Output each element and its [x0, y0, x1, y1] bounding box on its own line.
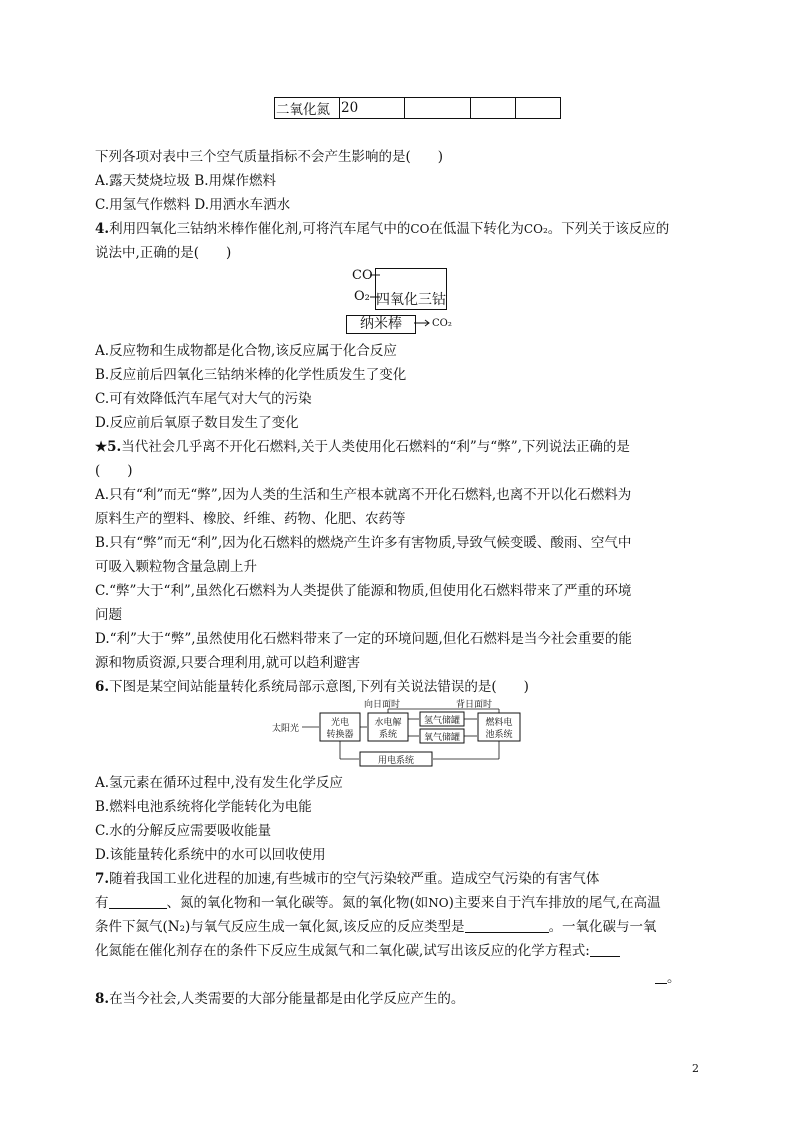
- question-text: 条件下氮气(N₂)与氧气反应生成一氧化氮,该反应的反应类型是: [95, 919, 465, 935]
- night-label: 背日面时: [456, 700, 493, 710]
- formula-co2: CO₂: [523, 222, 548, 236]
- energy-system-diagram: [272, 698, 532, 770]
- fuel-cell-label-2: 池系统: [485, 730, 513, 740]
- question-text: 有: [95, 895, 109, 911]
- question-7: [95, 870, 599, 888]
- answer-blank[interactable]: [655, 969, 667, 984]
- question-number: 6.: [95, 679, 110, 695]
- option-b: B.燃料电池系统将化学能转化为电能: [95, 799, 312, 815]
- option-a: A.反应物和生成物都是化合物,该反应属于化合反应: [95, 343, 397, 359]
- arrow-right-icon: [414, 318, 432, 328]
- page-number: 2: [692, 1062, 699, 1075]
- nanorod-box: [346, 315, 416, 334]
- question-4-line2: 说法中,正确的是( ): [95, 245, 232, 261]
- catalyst-box: [375, 268, 447, 310]
- option-c: C.可有效降低汽车尾气对大气的污染: [95, 391, 312, 407]
- answer-blank[interactable]: [590, 942, 620, 957]
- question-text: )主要来自于汽车排放的尾气,在高温: [448, 895, 661, 911]
- day-label: 向日面时: [364, 700, 401, 710]
- question-6: [95, 678, 529, 696]
- question-text: 利用四氧化三钴纳米棒作催化剂,可将汽车尾气中的: [109, 221, 411, 237]
- answer-blank[interactable]: [109, 894, 167, 909]
- option-c-cont: 问题: [95, 607, 122, 623]
- option-ab: A.露天焚烧垃圾 B.用煤作燃料: [95, 173, 277, 189]
- question-text: 。下列关于该反应的: [547, 221, 670, 237]
- pv-label-1: 光电: [330, 718, 350, 728]
- question-intro: 下列各项对表中三个空气质量指标不会产生影响的是( ): [95, 149, 444, 165]
- option-d-cont: 源和物质资源,只要合理利用,就可以趋利避害: [95, 655, 361, 671]
- fuel-cell-label-1: 燃料电: [485, 718, 513, 728]
- question-text: 当代社会几乎离不开化石燃料,关于人类使用化石燃料的“利”与“弊”,下列说法正确的是: [121, 439, 630, 455]
- question-7-end: [655, 966, 681, 986]
- question-text: 下图是某空间站能量转化系统局部示意图,下列有关说法错误的是( ): [109, 679, 529, 695]
- question-number: ★5.: [95, 439, 122, 455]
- sun-label: 太阳光: [272, 724, 300, 734]
- question-4: [95, 220, 669, 238]
- question-text: 在低温下转化为: [429, 221, 524, 237]
- option-a: A.只有“利”而无“弊”,因为人类的生活和生产根本就离不开化石燃料,也离不开以化石燃料为: [95, 487, 632, 503]
- question-text: 在当今社会,人类需要的大部分能量都是由化学反应产生的。: [109, 991, 465, 1007]
- formula-no: NO: [428, 896, 449, 910]
- table-cell-label: 二氧化氮: [275, 98, 340, 119]
- question-text: 化氮能在催化剂存在的条件下反应生成氮气和二氧化碳,试写出该反应的化学方程式:: [95, 943, 590, 959]
- question-number: 4.: [95, 221, 110, 237]
- diagram-co2-label: CO₂: [432, 318, 452, 329]
- question-text: 。: [667, 970, 681, 986]
- question-number: 8.: [95, 991, 110, 1007]
- pv-label-2: 转换器: [326, 730, 354, 740]
- electrolysis-label-1: 水电解: [374, 718, 402, 728]
- option-a: A.氢元素在循环过程中,没有发生化学反应: [95, 775, 343, 791]
- option-b-cont: 可吸入颗粒物含量急剧上升: [95, 559, 257, 575]
- question-5: [95, 438, 630, 456]
- option-b: B.只有“弊”而无“利”,因为化石燃料的燃烧产生许多有害物质,导致气候变暖、酸雨、空气中: [95, 535, 632, 551]
- nanorod-label: 纳米棒: [360, 316, 402, 332]
- question-text: 。一氧化碳与一氧: [548, 919, 657, 935]
- option-a-cont: 原料生产的塑料、橡胶、纤维、药物、化肥、农药等: [95, 511, 406, 527]
- table-cell-value: 20: [340, 98, 405, 119]
- diagram-co-label: CO: [352, 268, 373, 283]
- question-number: 7.: [95, 871, 110, 887]
- option-c: C.水的分解反应需要吸收能量: [95, 823, 272, 839]
- option-cd: C.用氢气作燃料 D.用洒水车洒水: [95, 197, 291, 213]
- option-d: D.“利”大于“弊”,虽然使用化石燃料带来了一定的环境问题,但化石燃料是当今社会重要的能: [95, 631, 632, 647]
- o2-tank-label: 氧气储罐: [423, 733, 461, 743]
- table-cell-empty: [516, 98, 561, 119]
- table-cell-empty: [471, 98, 516, 119]
- option-d: D.该能量转化系统中的水可以回收使用: [95, 847, 326, 863]
- question-7-line2: [95, 894, 661, 912]
- option-d: D.反应前后氧原子数目发生了变化: [95, 415, 299, 431]
- question-text: 、氮的氧化物和一氧化碳等。氮的氧化物(如: [166, 895, 429, 911]
- question-7-line3: [95, 918, 657, 936]
- formula-co: CO: [410, 222, 430, 236]
- question-7-line4: [95, 942, 620, 960]
- power-system-label: 用电系统: [377, 756, 415, 766]
- answer-blank[interactable]: [465, 918, 549, 933]
- electrolysis-label-2: 系统: [378, 730, 398, 740]
- question-5-paren: ( ): [95, 463, 133, 479]
- table-cell-empty: [405, 98, 471, 119]
- question-text: 随着我国工业化进程的加速,有些城市的空气污染较严重。造成空气污染的有害气体: [109, 871, 600, 887]
- diagram-o2-label: O₂: [354, 289, 370, 304]
- h2-tank-label: 氢气储罐: [423, 716, 461, 726]
- air-quality-table: [274, 97, 561, 119]
- option-b: B.反应前后四氧化三钴纳米棒的化学性质发生了变化: [95, 367, 407, 383]
- catalyst-label: 四氧化三钴: [376, 292, 446, 308]
- option-c: C.“弊”大于“利”,虽然化石燃料为人类提供了能源和物质,但使用化石燃料带来了严重的环境: [95, 583, 632, 599]
- question-8: [95, 990, 464, 1008]
